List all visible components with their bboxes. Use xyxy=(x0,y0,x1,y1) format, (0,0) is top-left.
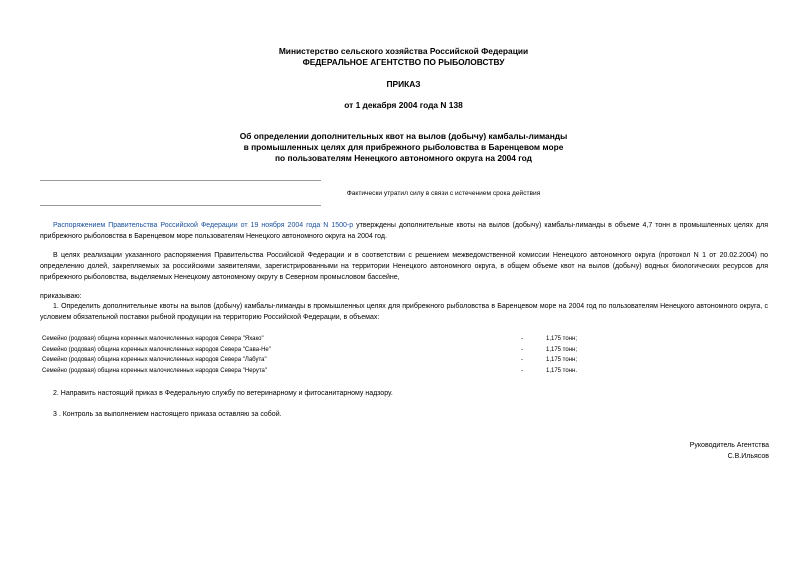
quota-amount: 1,175 тонн; xyxy=(546,336,577,342)
quota-list xyxy=(40,334,600,376)
agency-name: ФЕДЕРАЛЬНОЕ АГЕНТСТВО ПО РЫБОЛОВСТВУ xyxy=(302,57,505,67)
signatory-position: Руководитель Агентства xyxy=(689,442,769,449)
document-title-line-1: Об определении дополнительных квот на вылов (добычу) камбалы-лиманды xyxy=(239,131,568,141)
quota-amount: 1,175 тонн. xyxy=(546,367,577,374)
community-name: Семейно (родовая) община коренных малочисленных народов Севера "Нерута" xyxy=(42,367,267,374)
ministry-name: Министерство сельского хозяйства Российской Федерации xyxy=(278,46,529,56)
quota-amount: 1,175 тонн; xyxy=(546,357,577,363)
divider-top xyxy=(40,180,321,181)
community-name: Семейно (родовая) община коренных малочисленных народов Севера "Сава-Не" xyxy=(42,346,271,353)
document-type: ПРИКАЗ xyxy=(386,79,421,89)
community-name: Семейно (родовая) община коренных малочисленных народов Севера "Лабута" xyxy=(42,357,267,363)
paragraph-2: В целях реализации указанного распоряжения Правительства Российской Федерации и в соответствии с решением межведомственной комиссии Ненецкого автономного округа (протокол N 1 от 20.02.2004) по определению долей, закрепляемых за российскими заявителями, зарегистрированными на территории Ненецкого автономного округа, в общем объеме квот на вылов (добычу) водных биологических ресурсов для прибрежного рыболовства, выделяемых Ненецкому автономному округу в Северном промысловом бассейне, xyxy=(40,252,768,281)
order-item-2: 2. Направить настоящий приказ в Федеральную службу по ветеринарному и фитосанитарному надзору. xyxy=(53,390,393,397)
signatory-name: С.В.Ильясов xyxy=(727,453,769,460)
document-title-line-3: по пользователям Ненецкого автономного округа на 2004 год xyxy=(275,153,532,163)
row-dash: - xyxy=(521,367,523,374)
community-name: Семейно (родовая) община коренных малочисленных народов Севера "Яхако" xyxy=(42,336,264,342)
government-order-link[interactable]: Распоряжением Правительства Российской Федерации от 19 ноября 2004 года N 1500-р xyxy=(53,222,354,229)
divider-bottom xyxy=(40,205,321,206)
list-item xyxy=(40,345,600,356)
paragraph-1-text: утверждены дополнительные квоты на вылов (добычу) камбалы-лиманды в объеме 4,7 тонн в промышленных целях для прибрежного рыболовства в Баренцевом море пользователям Ненецкого автономного округа на 2004 год. xyxy=(40,222,768,240)
paragraph-1 xyxy=(40,220,768,242)
document-title-line-2: в промышленных целях для прибрежного рыболовства в Баренцевом море xyxy=(243,142,564,152)
list-item xyxy=(40,355,600,366)
list-item xyxy=(40,334,600,345)
order-item-3: 3 . Контроль за выполнением настоящего приказа оставляю за собой. xyxy=(53,411,282,418)
document-date-number: от 1 декабря 2004 года N 138 xyxy=(344,100,463,110)
order-word: приказываю: xyxy=(40,293,82,300)
order-item-1: 1. Определить дополнительные квоты на вылов (добычу) камбалы-лиманды в промышленных целях для прибрежного рыболовства в Баренцевом море на 2004 год по пользователям Ненецкого автономного округа, с условием обязательной поставки рыбной продукции на территорию Российской Федерации, в объемах: xyxy=(40,303,768,321)
row-dash: - xyxy=(521,336,523,342)
list-item xyxy=(40,366,600,377)
row-dash: - xyxy=(521,346,523,353)
row-dash: - xyxy=(521,357,523,363)
status-note: Фактически утратил силу в связи с истечением срока действия xyxy=(346,190,541,197)
quota-amount: 1,175 тонн; xyxy=(546,346,577,353)
